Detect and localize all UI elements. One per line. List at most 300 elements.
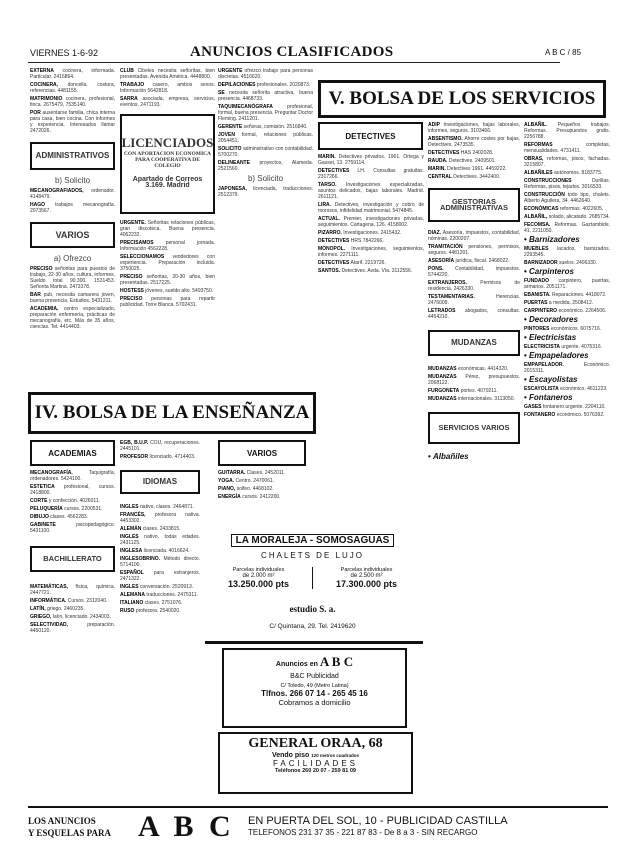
footer-text: LOS ANUNCIOS — [28, 816, 96, 826]
entry-text: Asesoría, impuestos, contabilidad, nóminas. 2200207. — [428, 230, 520, 242]
moraleja-prices — [205, 567, 420, 589]
classified-entry — [524, 246, 610, 258]
entry-text: proyectos, Alameda. 2521560. — [218, 160, 313, 172]
entry-heading: PINTORES — [524, 326, 550, 332]
classified-entry — [30, 110, 115, 134]
entry-text: licenciado. 4714403. — [149, 454, 196, 460]
classified-entry — [428, 174, 520, 180]
entry-text: Durillas. Reformas, pisos, tejados. 3016533. — [524, 178, 610, 190]
classified-entry — [120, 68, 215, 80]
classified-entry — [120, 608, 200, 614]
entry-heading: ALBAÑIL, — [524, 214, 548, 220]
entry-text: Detectives 1961. 4459222. — [447, 166, 507, 172]
subsection-solicito: b) Solicito — [54, 176, 91, 185]
footer-banner — [28, 806, 608, 846]
entry-text: licenciada, traducciones. 2512379. — [218, 186, 313, 198]
entry-heading: ESTETICA — [30, 484, 55, 490]
classified-entry — [428, 308, 520, 320]
classified-entry — [218, 470, 313, 476]
entry-heading: CORTE — [30, 498, 48, 504]
entry-text: física, química. 2447721. — [30, 584, 115, 596]
entry-text: internacionales. 3113050. — [458, 396, 515, 402]
section-administrativos: ADMINISTRATIVOS — [30, 142, 115, 170]
classified-entry — [120, 288, 215, 294]
entry-heading: ESCAYOLISTA — [524, 386, 559, 392]
entry-text: trabajos mecanografía. 2073567. — [30, 202, 115, 214]
entry-heading: TARSO. — [318, 182, 337, 188]
classified-entry — [30, 522, 115, 534]
classified-entry — [524, 386, 610, 392]
classified-list — [218, 186, 313, 198]
entry-text: Cibeles necesita señoritas, bien presentadas. Avenida América. 4448800. — [120, 68, 215, 80]
entry-text: reformas, pisos, fachadas. 3215807. — [524, 156, 610, 168]
entry-text: nativo, todas edades. 2431125. — [120, 534, 200, 546]
classified-entry — [218, 478, 313, 484]
ad-facilidades: FACILIDADES — [272, 759, 358, 768]
entry-text: griego. 2460235. — [47, 606, 85, 612]
entry-heading: LETRADOS — [428, 308, 456, 314]
section-academias: ACADEMIAS — [30, 440, 115, 466]
entry-heading: DELINEANTE — [218, 160, 250, 166]
entry-heading: CONSTRUCCIONES — [524, 178, 572, 184]
parcel-label: Parcelas individuales — [340, 567, 393, 573]
classified-entry — [30, 470, 115, 482]
entry-text: completas, mensualidades. 4731411. — [524, 142, 610, 154]
ad-line: Apartado de Correos — [132, 175, 203, 183]
ad-phones: Teléfonos 260 20 07 - 259 81 09 — [275, 768, 356, 774]
section-varios-ensenanza: VARIOS — [218, 440, 306, 466]
entry-heading: ACADEMIA, — [30, 306, 59, 312]
entry-heading: TRABAJO — [120, 82, 145, 88]
classified-entry — [524, 142, 610, 154]
classified-entry — [428, 294, 520, 306]
footer-text: TELEFONOS 231 37 35 - 221 87 83 - De 8 a 3 - SIN RECARGO — [248, 828, 478, 837]
classified-entry — [30, 188, 115, 200]
entry-text: económicas. 4414320. — [458, 366, 509, 372]
classified-entry — [120, 254, 215, 272]
entry-text: Señoritas relaciones públicas, gran discoteca. Buena presencia. 4062232. — [120, 220, 215, 238]
classified-entry — [30, 622, 115, 634]
classified-entry — [120, 240, 215, 252]
subsection-solicito: b) Solicito — [247, 174, 284, 183]
section-mudanzas: MUDANZAS — [428, 330, 520, 356]
classified-entry — [30, 68, 115, 80]
classified-entry — [120, 592, 200, 598]
column-4 — [318, 154, 424, 276]
entry-heading: MATEMÁTICAS, — [30, 584, 68, 590]
entry-heading: PELUQUERÍA — [30, 506, 63, 512]
classified-list — [524, 404, 610, 418]
category-electricistas: • Electricistas — [524, 335, 610, 341]
column-ensenanza-2 — [120, 440, 200, 616]
agency-note: Cobramos a domicilio — [278, 698, 351, 707]
entry-text: Investigaciones, bajas laborales, informes, seguros. 3103466. — [428, 122, 521, 134]
entry-heading: ALBAÑIL. — [524, 122, 548, 128]
classified-entry — [30, 506, 115, 512]
classified-list — [428, 230, 520, 320]
classified-entry — [218, 486, 313, 492]
entry-text: Reparaciones. 4418072. — [551, 292, 607, 298]
entry-text: clases. 2751076. — [144, 600, 183, 606]
entry-text: administrativo con contabilidad. 5700270. — [218, 146, 314, 158]
entry-text: Investigaciones. 2415432. — [343, 230, 402, 236]
entry-heading: POR — [30, 110, 41, 116]
entry-text: señoritas, 20-30 años, bien presentadas. 2517225. — [120, 274, 216, 286]
entry-heading: FONTANERO — [524, 412, 556, 418]
entry-text: y confección. 4026011. — [48, 498, 100, 504]
entry-text: psicopedagógico. 5431100. — [30, 522, 115, 534]
entry-heading: ECONÓMICAS — [524, 206, 559, 212]
entry-text: reformas. 4022605. — [559, 206, 604, 212]
ad-line: CON APORTACION ECONOMICA — [123, 150, 212, 157]
classified-list — [428, 122, 520, 180]
entry-heading: MECANOGRAFIADOS, — [30, 188, 84, 194]
subsection-ofrezco: a) Ofrezco — [53, 254, 92, 263]
classified-entry — [30, 606, 115, 612]
entry-heading: RAUDA. — [428, 158, 448, 164]
classified-list — [218, 470, 313, 500]
classified-entry — [428, 366, 520, 372]
entry-heading: EGB, B.U.P. — [120, 440, 149, 446]
classified-list — [524, 278, 610, 314]
entry-heading: MECANOGRAFÍA. — [30, 470, 73, 476]
classified-list — [524, 362, 610, 374]
entry-text: solado, alicatado. 2685734. — [548, 214, 610, 220]
entry-heading: MARIN. — [428, 166, 446, 172]
entry-text: señoras, comisión. 2516840. — [243, 124, 308, 130]
classified-entry — [428, 374, 520, 386]
entry-text: portes. 4070211. — [460, 388, 498, 394]
entry-heading: PRECISAMOS — [120, 240, 154, 246]
classified-entry — [218, 124, 313, 130]
entry-heading: ENERGÍA — [218, 494, 241, 500]
entry-text: Centro. 2470061. — [235, 478, 275, 484]
entry-text: doncella, costura, referencias. 4481155. — [30, 82, 115, 94]
footer-left — [28, 815, 138, 839]
entry-text: pub, necesita camarera joven, buena presencia. Estudios. 5431211. — [30, 292, 116, 304]
entry-text: fontanero urgente. 2204110. — [542, 404, 606, 410]
classified-entry — [120, 570, 200, 582]
classified-entry — [218, 146, 313, 158]
ad-title: LA MORALEJA - SOMOSAGUAS — [231, 534, 395, 547]
footer-text: EN PUERTA DEL SOL, 10 - PUBLICIDAD CASTILLA — [248, 815, 508, 827]
entry-heading: PRECISO — [120, 274, 143, 280]
classified-entry — [524, 404, 610, 410]
classified-entry — [318, 246, 424, 258]
entry-heading: GRIEGO, — [30, 614, 52, 620]
entry-heading: DETECTIVES — [318, 168, 350, 174]
classified-list — [120, 220, 215, 308]
entry-heading: CLUB — [120, 68, 134, 74]
entry-text: asociada, empresa, servicios, eventos. 2471193. — [120, 96, 215, 108]
classified-entry — [524, 214, 610, 220]
entry-heading: MUDANZAS — [428, 374, 457, 380]
classified-list — [524, 326, 610, 332]
entry-text: Pérez, presupuestos. 2068122. — [428, 374, 520, 386]
entry-text: Cursos. 2312040. — [67, 598, 108, 604]
classified-entry — [120, 504, 200, 510]
entry-text: personal jornada. Información 4562228. — [120, 240, 215, 252]
classified-entry — [120, 584, 200, 590]
entry-text: casero, ambos sexos. Información 5642818. — [120, 82, 215, 94]
classified-entry — [30, 202, 115, 214]
column-3 — [218, 68, 313, 200]
classified-entry — [120, 96, 215, 108]
entry-text: solfeo. 4468102. — [236, 486, 274, 492]
classified-entry — [318, 268, 424, 274]
classified-entry — [428, 122, 520, 134]
entry-heading: PONS. — [428, 266, 444, 272]
entry-text: LH. Consultas gratuitas. 2317266. — [318, 168, 425, 180]
agency-name: B&C Publicidad — [290, 673, 339, 680]
classified-entry — [318, 238, 424, 244]
entry-text: Contabilidad, impuestos. 5744220. — [428, 266, 520, 278]
entry-heading: REFORMAS — [524, 142, 553, 148]
entry-text: ofrezco trabajo para personas discretas. 4516620. — [218, 68, 313, 80]
classified-entry — [120, 526, 200, 532]
classified-entry — [218, 132, 313, 144]
entry-heading: SE — [218, 90, 225, 96]
entry-heading: ITALIANO — [120, 600, 144, 606]
parcel-size: de 2.000 m² — [242, 573, 275, 579]
entry-heading: DETECTIVES — [318, 238, 350, 244]
entry-heading: EXTRANJEROS. — [428, 280, 467, 286]
header-date: VIERNES 1-6-92 — [30, 48, 99, 58]
classified-list — [524, 344, 610, 350]
entry-text: HAS 2402028. — [460, 150, 494, 156]
classified-entry — [318, 216, 424, 228]
category-albaniles: • Albañiles — [428, 454, 520, 460]
entry-text: Taquigrafía, ordenadores. 5424100. — [30, 470, 115, 482]
classified-entry — [524, 260, 610, 266]
entry-heading: ADIP — [428, 122, 440, 128]
classified-entry — [120, 82, 215, 94]
entry-heading: DETECTIVES — [428, 150, 460, 156]
classified-entry — [30, 598, 115, 604]
entry-heading: ELECTRICISTA — [524, 344, 561, 350]
classified-entry — [524, 278, 610, 290]
category-carpinteros: • Carpinteros — [524, 269, 610, 275]
classified-entry — [524, 192, 610, 204]
entry-heading: JAPONESA, — [218, 186, 247, 192]
parcel-price: 17.300.000 pts — [335, 579, 398, 589]
classified-entry — [428, 388, 520, 394]
section-servicios-banner: V. BOLSA DE LOS SERVICIOS — [318, 80, 606, 118]
entry-heading: SELECCIONAMOS — [120, 254, 165, 260]
entry-heading: EBANISTA. — [524, 292, 551, 298]
entry-text: jurídica, fiscal. 2468022. — [455, 258, 510, 264]
entry-text: económico. 4611223. — [560, 386, 608, 392]
entry-text: ordenador. 4148479. — [30, 188, 115, 200]
column-6 — [524, 122, 610, 420]
classified-entry — [218, 68, 313, 80]
ad-subtitle: Vendo piso — [271, 752, 310, 759]
entry-heading: GASES — [524, 404, 542, 410]
entry-heading: INGLESA — [120, 548, 143, 554]
classified-entry — [428, 244, 520, 256]
entry-heading: FUNDADO — [524, 278, 549, 284]
classified-entry — [120, 512, 200, 524]
entry-text: cocinera, informada. Particular. 2416864. — [30, 68, 115, 80]
entry-text: cursos. 2412200. — [242, 494, 281, 500]
entry-heading: CARPINTERO — [524, 308, 558, 314]
classified-entry — [428, 280, 520, 292]
entry-text: todo tipo, chalets. Alberto Aguilera, 34. 4462640. — [524, 192, 610, 204]
category-empapeladores: • Empapeladores — [524, 353, 610, 359]
entry-text: HRS 7842266. — [350, 238, 384, 244]
entry-text: formal, relaciones públicas. 2054451. — [218, 132, 313, 144]
entry-heading: INGLES — [120, 504, 139, 510]
entry-heading: DETECTIVES — [318, 260, 350, 266]
entry-heading: SOLICITO — [218, 146, 242, 152]
entry-text: económico. 2264506. — [558, 308, 607, 314]
classified-entry — [318, 202, 424, 214]
entry-heading: PUERTAS — [524, 300, 548, 306]
ad-detail: 120 metros cuadrados — [311, 753, 360, 758]
entry-text: abogados, consultas. 4454210. — [428, 308, 520, 320]
classified-entry — [318, 230, 424, 236]
entry-heading: BAR — [30, 292, 41, 298]
ad-title: LICENCIADOS — [121, 134, 214, 150]
moraleja-firm — [205, 604, 420, 630]
classified-entry — [524, 170, 610, 176]
entry-heading: BARNIZADOR — [524, 260, 558, 266]
parcel-price: 13.250.000 pts — [227, 579, 290, 589]
classified-entry — [524, 326, 610, 332]
classified-entry — [120, 556, 200, 568]
classified-entry — [524, 344, 610, 350]
classified-entry — [218, 160, 313, 172]
classified-entry — [428, 150, 520, 156]
section-bachillerato: BACHILLERATO — [30, 546, 115, 572]
entry-heading: FURGONETA — [428, 388, 460, 394]
entry-text: conversación. 2520913. — [140, 584, 194, 590]
agency-address: C/ Toledo, 49 (Metro Latina) — [280, 683, 349, 689]
category-escayolistas: • Escayolistas — [524, 377, 610, 383]
classified-entry — [30, 514, 115, 520]
classified-entry — [218, 494, 313, 500]
entry-heading: DEPILACIONES — [218, 82, 256, 88]
classified-entry — [30, 292, 115, 304]
entry-text: cursos. 2200531. — [64, 506, 103, 512]
entry-text: licenciada. 4016624. — [143, 548, 190, 554]
classified-entry — [318, 182, 424, 200]
column-5 — [428, 122, 520, 463]
page-number: A B C / 85 — [545, 48, 582, 57]
ad-subtitle: CHALETS DE LUJO — [261, 551, 364, 560]
classified-entry — [428, 166, 520, 172]
entry-heading: PROFESOR — [120, 454, 149, 460]
entry-heading: HOSTESS — [120, 288, 144, 294]
entry-text: profesionales. 2020873. — [256, 82, 311, 88]
classified-entry — [524, 206, 610, 212]
entry-text: ausentarse familia, chica interna para casa, bien cocina. Con informes y experiencia. Interesados llamar 2472026. — [30, 110, 115, 134]
entry-text: Investigaciones especializadas, asuntos delicados, bajas laborales. Madrid. 2611121. — [318, 182, 424, 200]
entry-text: profesora. 2540020. — [135, 608, 181, 614]
entry-heading: JOVEN — [218, 132, 235, 138]
classified-entry — [524, 412, 610, 418]
entry-text: urgente. 4075316. — [561, 344, 603, 350]
classified-list — [30, 266, 115, 330]
classified-list — [524, 246, 610, 266]
category-fontaneros: • Fontaneros — [524, 395, 610, 401]
entry-heading: INGLES — [120, 584, 139, 590]
classified-list — [120, 504, 200, 614]
section-idiomas: IDIOMAS — [120, 470, 200, 494]
classified-entry — [218, 90, 313, 102]
entry-heading: GUITARRA. — [218, 470, 246, 476]
entry-text: lacados, barnizados. 2293545. — [524, 246, 610, 258]
entry-text: económico. 5076392. — [556, 412, 605, 418]
entry-heading: SARRA — [120, 96, 138, 102]
classified-entry — [120, 454, 200, 460]
entry-heading: LATÍN, — [30, 606, 46, 612]
entry-text: Premier, investigaciones privadas, seguimientos. Cartagena, 126. 4158002. — [318, 216, 424, 228]
footer-text: Y ESQUELAS PARA — [28, 828, 112, 838]
entry-heading: FECOMSA. — [524, 222, 551, 228]
entry-heading: URGENTE — [218, 68, 243, 74]
entry-text: centro especializado, preparación enfermería, prácticas de mecanografía, etc. Más de 35 años, ciencias. Tel. 4414403. — [30, 306, 115, 330]
entry-heading: CENTRAL — [428, 174, 452, 180]
page-title: ANUNCIOS CLASIFICADOS — [190, 44, 394, 60]
classified-entry — [524, 156, 610, 168]
classified-entry — [428, 266, 520, 278]
entry-text: COU, recuperaciones. 2445101. — [120, 440, 201, 452]
ad-line: 3.169. Madrid — [145, 181, 190, 189]
section-detectives: DETECTIVES — [318, 122, 423, 150]
classified-entry — [120, 534, 200, 546]
entry-heading: EMPAPELADOR. — [524, 362, 564, 368]
entry-text: Económico. 2015311. — [524, 362, 610, 374]
entry-heading: MONOPOL. — [318, 246, 346, 252]
entry-text: Pequeños trabajos. Reformas. Presupuestos gratis. 2256788. — [524, 122, 610, 140]
firm-address: C/ Quintana, 29. Tel. 2419620 — [269, 623, 356, 630]
abc-logo: A B C — [138, 810, 235, 843]
classified-entry — [30, 306, 115, 330]
entry-text: pensiones, permisos, seguros. 4481201. — [428, 244, 521, 256]
firm-name: estudio S. a. — [289, 604, 336, 614]
classified-entry — [218, 104, 313, 122]
entry-heading: ALEMANA — [120, 592, 145, 598]
column-1 — [30, 68, 115, 332]
classified-list — [120, 440, 200, 460]
parcel-size: de 2.500 m² — [350, 573, 383, 579]
classified-entry — [120, 600, 200, 606]
entry-text: Reformas. Gaztambide, 41. 2211050. — [524, 222, 610, 234]
entry-text: Detectives. 2409501. — [448, 158, 496, 164]
ad-line: PARA COOPERATIVA DE COLEGIO — [135, 156, 200, 169]
section-servicios-varios: SERVICIOS VARIOS — [428, 412, 520, 444]
entry-heading: URGENTE. — [120, 220, 146, 226]
classified-entry — [524, 222, 610, 234]
entry-text: latín, licenciado. 2434003. — [52, 614, 111, 620]
entry-text: Detectives. 3442400. — [453, 174, 501, 180]
classified-entry — [30, 266, 115, 290]
divider — [205, 641, 423, 644]
classified-list — [30, 470, 115, 534]
entry-heading: GABINETE — [30, 522, 56, 528]
classified-entry — [318, 168, 424, 180]
entry-text: profesional, formal, buena presencia. Preguntar Doctor Fleming. 2411201. — [218, 104, 313, 122]
entry-heading: HAGO — [30, 202, 45, 208]
ad-title: GENERAL ORAA, 68 — [248, 736, 383, 751]
entry-heading: INGLES — [120, 534, 139, 540]
classified-entry — [30, 82, 115, 94]
classified-entry — [318, 260, 424, 266]
agency-phones: Tlfnos. 266 07 14 - 265 45 16 — [261, 689, 368, 698]
entry-text: Permisos de residencia. 2426330. — [428, 280, 520, 292]
entry-heading: RUSO — [120, 608, 135, 614]
